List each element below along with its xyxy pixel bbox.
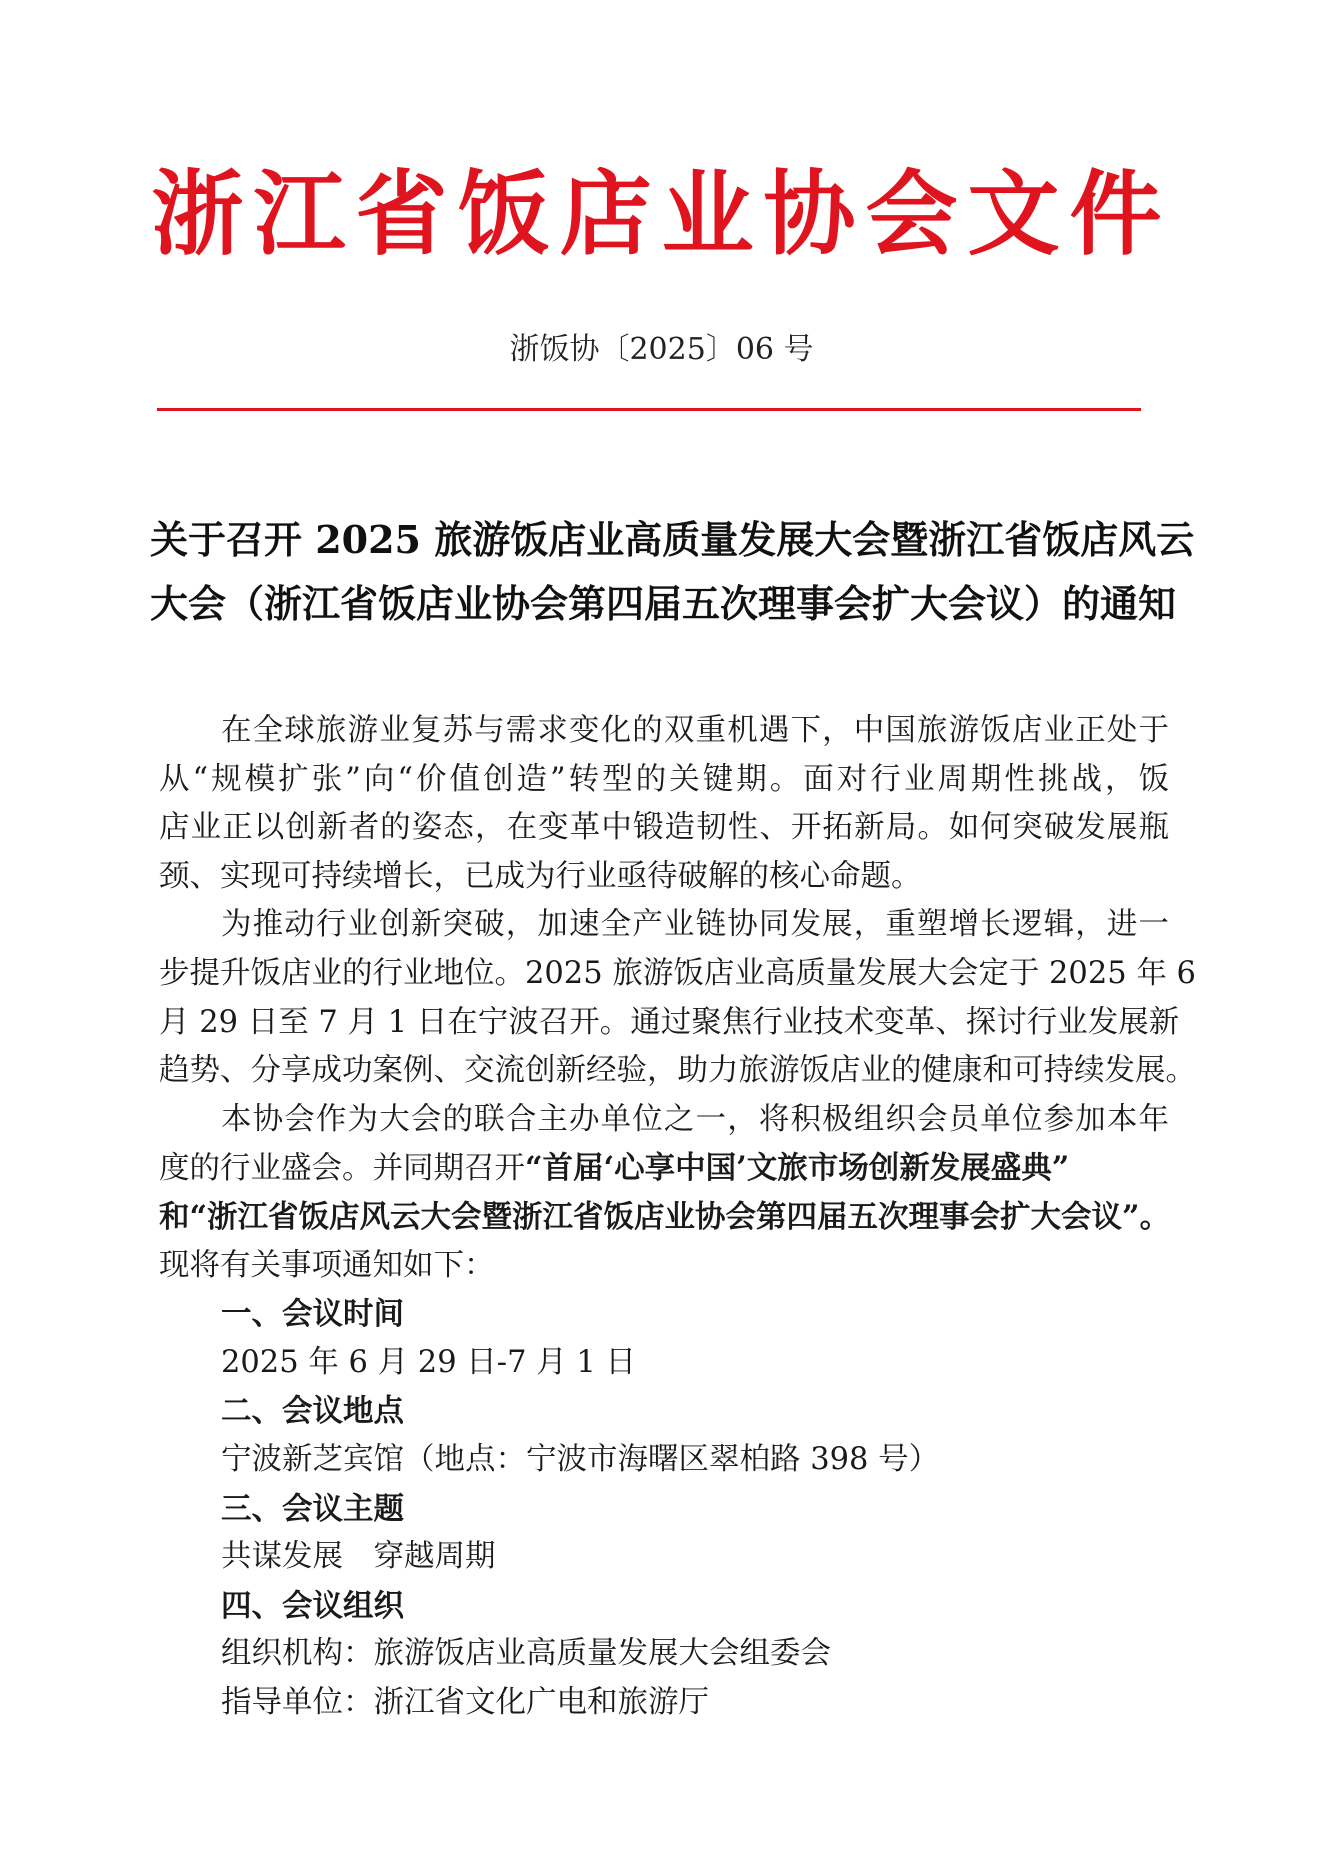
paragraph-1-line: 店业正以创新者的姿态，在变革中锻造韧性、开拓新局。如何突破发展瓶 (159, 810, 1169, 846)
document-number: 浙饭协〔2025〕06 号 (509, 332, 814, 367)
section-heading-venue: 二、会议地点 (221, 1393, 404, 1430)
paragraph-3-line (159, 1144, 1169, 1193)
guiding-unit: 指导单位：浙江省文化广电和旅游厅 (221, 1684, 709, 1720)
event-name-ceremony: “首届‘心享中国’文旅市场创新发展盛典” (525, 1150, 1070, 1187)
paragraph-1-line: 在全球旅游业复苏与需求变化的双重机遇下，中国旅游饭店业正处于 (221, 713, 1169, 748)
notice-title-line-1: 关于召开 2025 旅游饭店业高质量发展大会暨浙江省饭店风云 (150, 517, 1195, 562)
red-divider (157, 408, 1141, 411)
masthead-title: 浙江省饭店业协会文件 (151, 161, 1172, 268)
event-name-conference: 和“浙江省饭店风云大会暨浙江省饭店业协会第四届五次理事会扩大会议”。 (159, 1198, 1171, 1235)
paragraph-1-line: 颈、实现可持续增长，已成为行业亟待破解的核心命题。 (159, 858, 922, 894)
meeting-venue: 宁波新芝宾馆（地点：宁波市海曙区翠柏路 398 号） (221, 1441, 940, 1477)
paragraph-2-line: 趋势、分享成功案例、交流创新经验，助力旅游饭店业的健康和可持续发展。 (159, 1053, 1196, 1089)
notice-title (150, 508, 1195, 636)
paragraph-2-line: 为推动行业创新突破，加速全产业链协同发展，重塑增长逻辑，进一 (221, 907, 1169, 943)
organizing-body: 组织机构：旅游饭店业高质量发展大会组委会 (221, 1636, 831, 1672)
section-heading-organization: 四、会议组织 (221, 1587, 404, 1624)
section-heading-theme: 三、会议主题 (221, 1490, 404, 1527)
paragraph-2-line: 步提升饭店业的行业地位。2025 旅游饭店业高质量发展大会定于 2025 年 6 (159, 955, 1196, 991)
paragraph-2-line: 月 29 日至 7 月 1 日在宁波召开。通过聚焦行业技术变革、探讨行业发展新 (159, 1004, 1180, 1040)
meeting-time: 2025 年 6 月 29 日-7 月 1 日 (221, 1344, 637, 1380)
notice-body (159, 707, 1196, 1727)
paragraph-1-line: 从“规模扩张”向“价值创造”转型的关键期。面对行业周期性挑战，饭 (159, 761, 1169, 797)
meeting-theme: 共谋发展 穿越周期 (221, 1539, 496, 1575)
section-heading-time: 一、会议时间 (221, 1296, 404, 1333)
paragraph-3-plain-text: 度的行业盛会。并同期召开 (159, 1151, 525, 1187)
paragraph-3-line: 本协会作为大会的联合主办单位之一，将积极组织会员单位参加本年 (221, 1101, 1169, 1137)
notice-title-line-2: 大会（浙江省饭店业协会第四届五次理事会扩大会议）的通知 (150, 581, 1177, 626)
paragraph-3-line: 现将有关事项通知如下： (159, 1247, 495, 1283)
